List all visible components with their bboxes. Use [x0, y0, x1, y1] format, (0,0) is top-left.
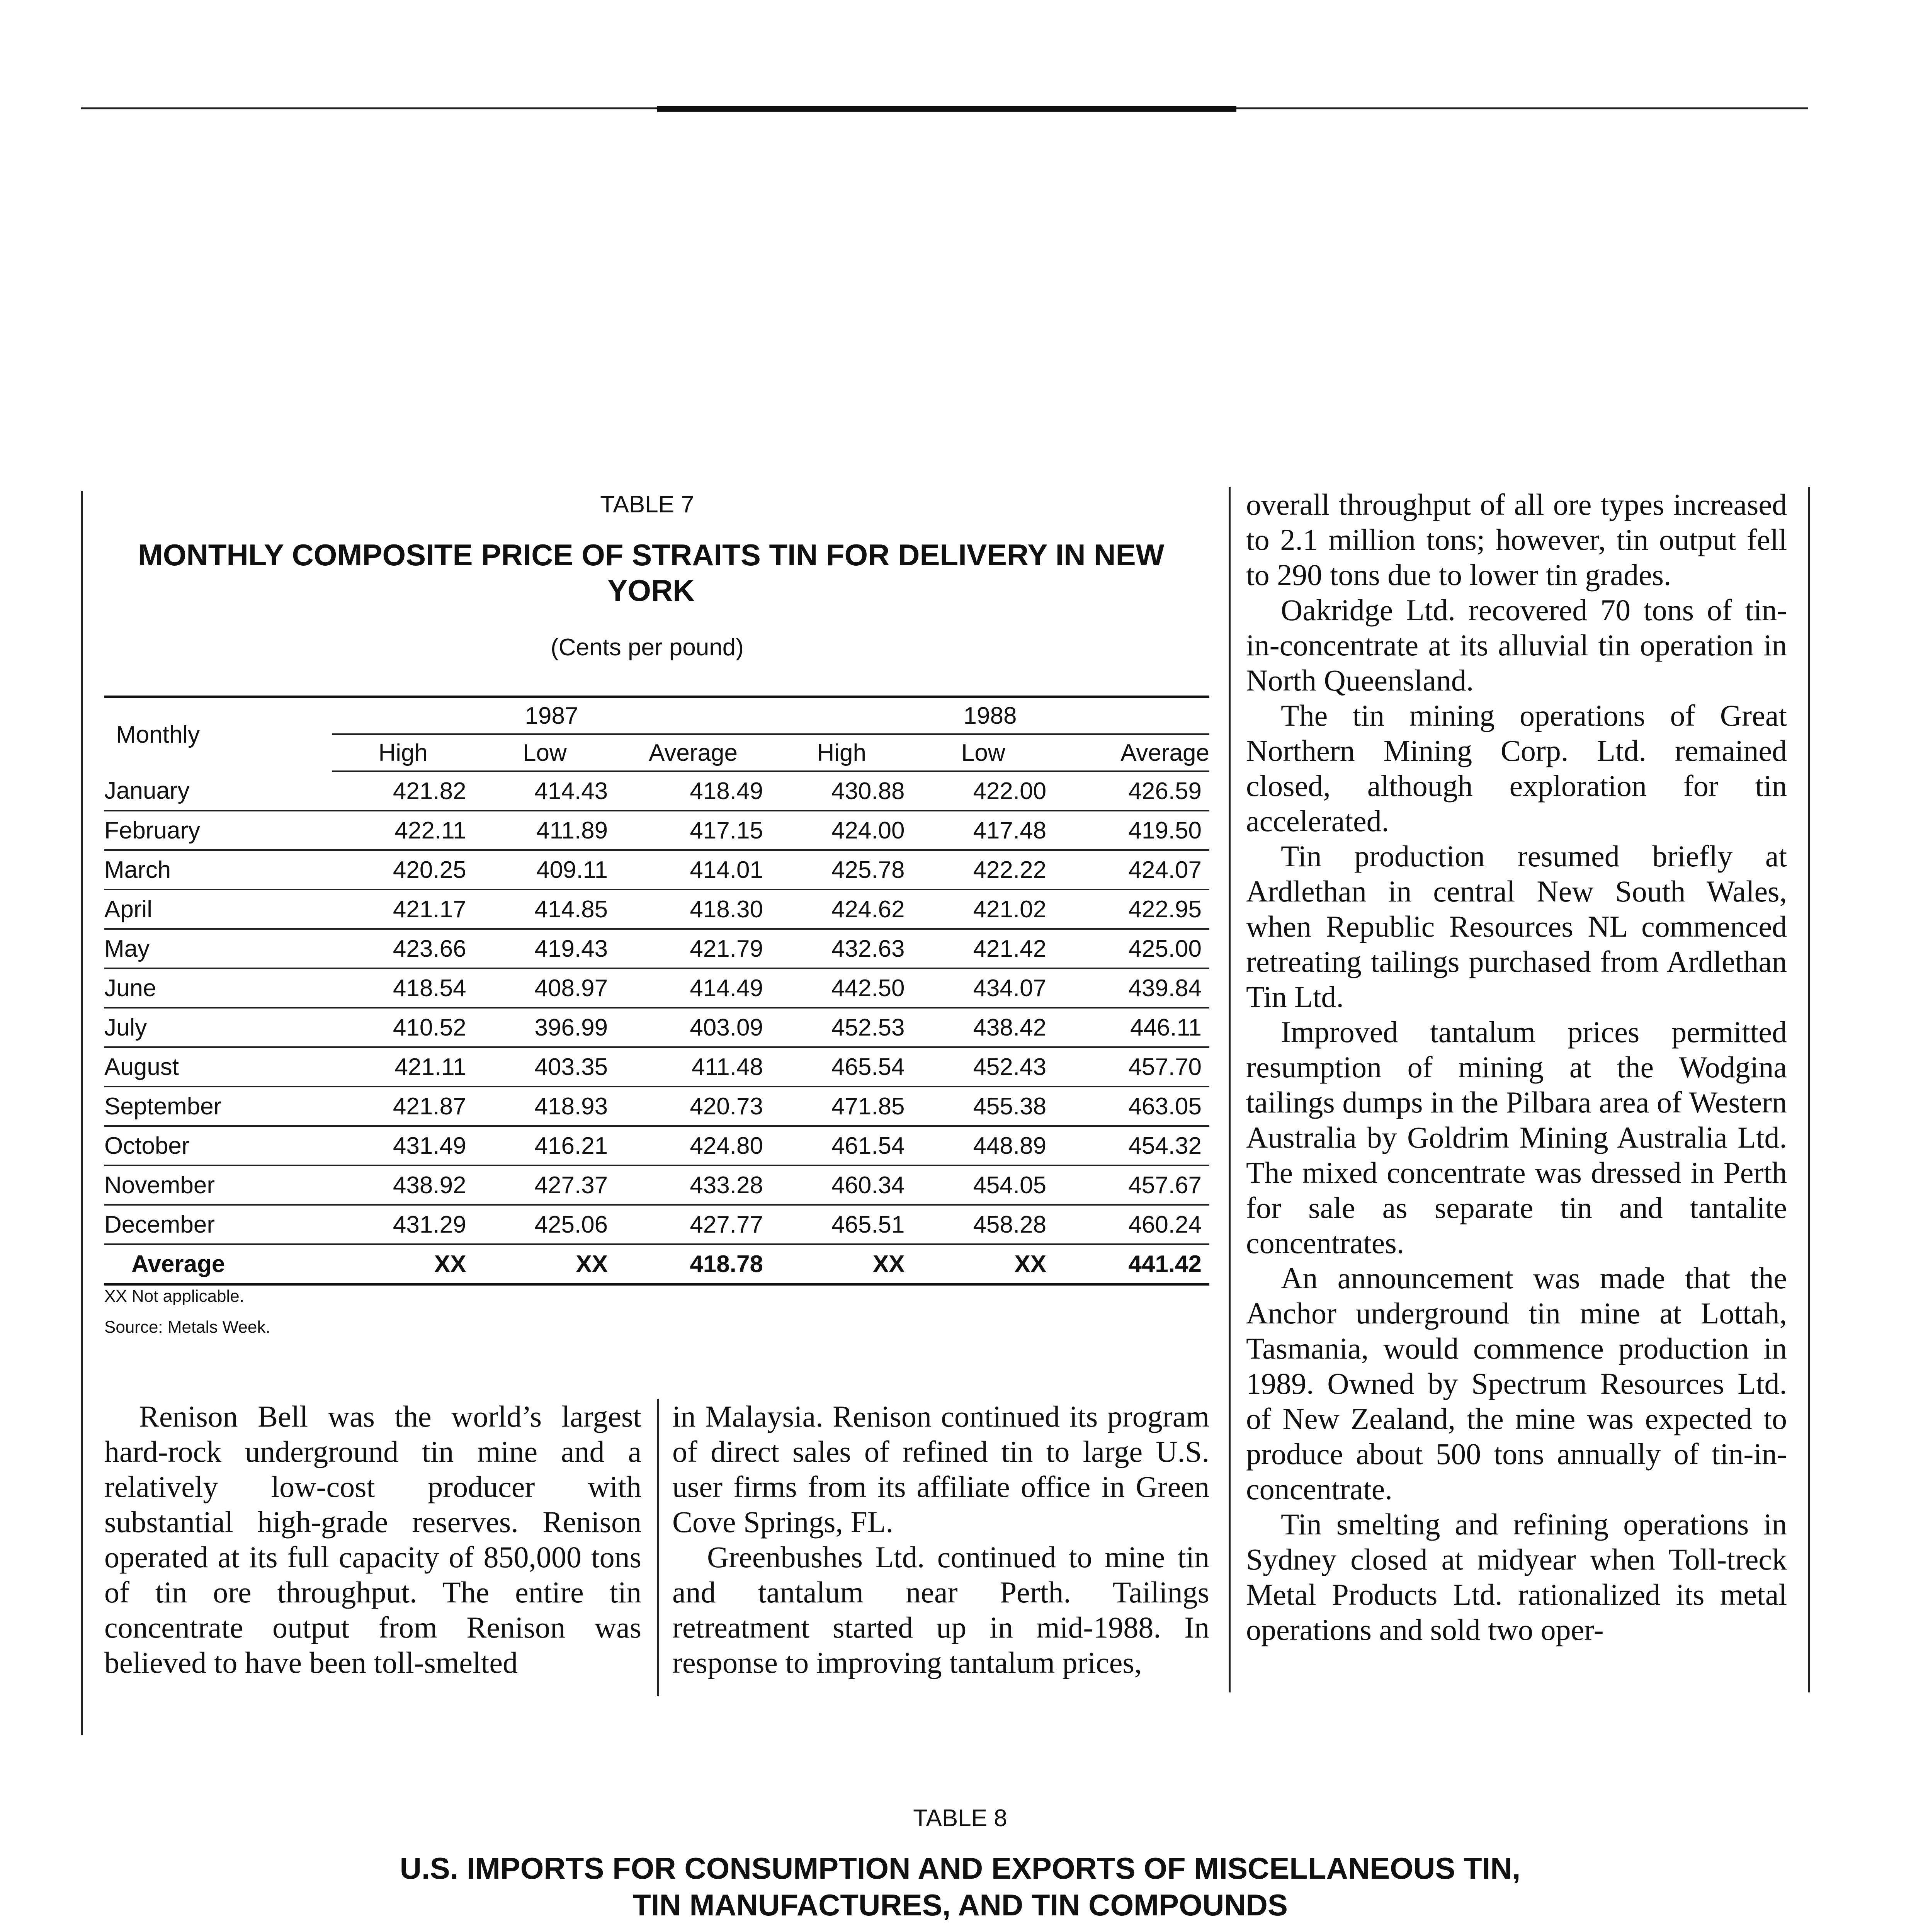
cell: 431.29 [332, 1205, 474, 1244]
cell: 427.37 [474, 1165, 616, 1205]
cell: 409.11 [474, 850, 616, 889]
cell: 457.70 [1054, 1047, 1209, 1087]
table-row [104, 1126, 1209, 1165]
cell: 461.54 [771, 1126, 913, 1165]
header-year-1987: 1987 [332, 697, 771, 734]
cell: 425.78 [771, 850, 913, 889]
cell: 423.66 [332, 929, 474, 968]
cell: 432.63 [771, 929, 913, 968]
table-row [104, 1165, 1209, 1205]
cell: 460.34 [771, 1165, 913, 1205]
table7-note-na: XX Not applicable. [104, 1287, 244, 1306]
cell: 424.62 [771, 889, 913, 929]
cell: 411.89 [474, 811, 616, 850]
cell: 408.97 [474, 968, 616, 1008]
cell: 414.43 [474, 771, 616, 811]
cell: 471.85 [771, 1087, 913, 1126]
cell: 417.48 [913, 811, 1054, 850]
cell: 421.79 [615, 929, 771, 968]
month-label: April [104, 889, 332, 929]
cell: 418.54 [332, 968, 474, 1008]
cell: 425.00 [1054, 929, 1209, 968]
header-average-1987: Average [615, 734, 771, 771]
cell: 422.22 [913, 850, 1054, 889]
cell: 424.80 [615, 1126, 771, 1165]
cell: 419.50 [1054, 811, 1209, 850]
cell: 438.42 [913, 1008, 1054, 1047]
table8-caption: TABLE 8 [913, 1805, 1007, 1832]
cell: XX [771, 1244, 913, 1284]
table7-units: (Cents per pound) [551, 634, 744, 661]
cell: 414.01 [615, 850, 771, 889]
cell: 418.78 [615, 1244, 771, 1284]
cell: 431.49 [332, 1126, 474, 1165]
table-row [104, 968, 1209, 1008]
month-label: October [104, 1126, 332, 1165]
cell: 422.11 [332, 811, 474, 850]
paragraph: overall throughput of all ore types increased to 2.1 million tons; however, tin output fell to 290 tons due to lower tin grades. [1246, 488, 1787, 592]
cell: 421.17 [332, 889, 474, 929]
table-row [104, 771, 1209, 811]
paragraph: Tin smelting and refining operations in Sydney closed at midyear when Toll-treck Metal Products Ltd. rationalized its metal operations and sold two oper- [1246, 1507, 1787, 1646]
table-row [104, 811, 1209, 850]
left-margin-rule [81, 491, 83, 1735]
table7-caption: TABLE 7 [600, 491, 694, 518]
right-margin-rule [1808, 487, 1810, 1692]
body-column-1 [104, 1399, 641, 1680]
table-row [104, 1008, 1209, 1047]
body-column-3 [1246, 487, 1787, 1647]
header-high-1988: High [771, 734, 913, 771]
cell: 465.54 [771, 1047, 913, 1087]
cell: 403.35 [474, 1047, 616, 1087]
table7-source: Source: Metals Week. [104, 1318, 270, 1337]
cell: 454.32 [1054, 1126, 1209, 1165]
cell: 455.38 [913, 1087, 1054, 1126]
table-row [104, 850, 1209, 889]
header-high-1987: High [332, 734, 474, 771]
cell: 434.07 [913, 968, 1054, 1008]
table-row [104, 1047, 1209, 1087]
cell: 421.87 [332, 1087, 474, 1126]
average-label: Average [104, 1244, 332, 1284]
paragraph: The tin mining operations of Great Northern Mining Corp. Ltd. remained closed, although exploration for tin accelerated. [1246, 699, 1787, 838]
table-row [104, 1087, 1209, 1126]
paragraph: Improved tantalum prices permitted resumption of mining at the Wodgina tailings dumps in the Pilbara area of Western Australia by Goldrim Mining Australia Ltd. The mixed concentrate was dressed in Perth for sale as separate tin and tantalite concentrates. [1246, 1015, 1787, 1260]
cell: 454.05 [913, 1165, 1054, 1205]
header-low-1987: Low [474, 734, 616, 771]
cell: XX [913, 1244, 1054, 1284]
cell: XX [474, 1244, 616, 1284]
header-average-1988: Average [1054, 734, 1209, 771]
table-row [104, 1205, 1209, 1244]
cell: 452.53 [771, 1008, 913, 1047]
top-rule-accent [657, 106, 1236, 112]
cell: 411.48 [615, 1047, 771, 1087]
table7 [104, 696, 1209, 1286]
cell: 463.05 [1054, 1087, 1209, 1126]
cell: 452.43 [913, 1047, 1054, 1087]
cell: 418.30 [615, 889, 771, 929]
table-row [104, 929, 1209, 968]
cell: 441.42 [1054, 1244, 1209, 1284]
cell: 421.42 [913, 929, 1054, 968]
cell: 424.00 [771, 811, 913, 850]
header-month: Monthly [104, 697, 332, 771]
month-label: December [104, 1205, 332, 1244]
month-label: May [104, 929, 332, 968]
cell: 438.92 [332, 1165, 474, 1205]
month-label: July [104, 1008, 332, 1047]
table7-title: MONTHLY COMPOSITE PRICE OF STRAITS TIN FOR DELIVERY IN NEW YORK [138, 538, 1165, 607]
cell: 458.28 [913, 1205, 1054, 1244]
cell: 418.93 [474, 1087, 616, 1126]
cell: 439.84 [1054, 968, 1209, 1008]
cell: 403.09 [615, 1008, 771, 1047]
cell: 465.51 [771, 1205, 913, 1244]
header-year-1988: 1988 [771, 697, 1209, 734]
table8-title-line2: TIN MANUFACTURES, AND TIN COMPOUNDS [632, 1888, 1288, 1922]
cell: 424.07 [1054, 850, 1209, 889]
cell: XX [332, 1244, 474, 1284]
cell: 427.77 [615, 1205, 771, 1244]
cell: 446.11 [1054, 1008, 1209, 1047]
paragraph: Greenbushes Ltd. continued to mine tin and tantalum near Perth. Tailings retreatment started up in mid-1988. In response to improving tantalum prices, [672, 1540, 1209, 1679]
month-label: March [104, 850, 332, 889]
cell: 448.89 [913, 1126, 1054, 1165]
cell: 414.49 [615, 968, 771, 1008]
cell: 421.02 [913, 889, 1054, 929]
cell: 425.06 [474, 1205, 616, 1244]
cell: 410.52 [332, 1008, 474, 1047]
cell: 442.50 [771, 968, 913, 1008]
cell: 460.24 [1054, 1205, 1209, 1244]
cell: 417.15 [615, 811, 771, 850]
month-label: January [104, 771, 332, 811]
month-label: February [104, 811, 332, 850]
cell: 416.21 [474, 1126, 616, 1165]
column-divider-left [657, 1399, 659, 1696]
month-label: November [104, 1165, 332, 1205]
cell: 420.25 [332, 850, 474, 889]
column-divider-right [1229, 487, 1231, 1692]
cell: 414.85 [474, 889, 616, 929]
month-label: August [104, 1047, 332, 1087]
cell: 421.82 [332, 771, 474, 811]
average-row [104, 1244, 1209, 1284]
cell: 426.59 [1054, 771, 1209, 811]
table-row [104, 889, 1209, 929]
paragraph: in Malaysia. Renison continued its program of direct sales of refined tin to large U.S. user firms from its affiliate office in Green Cove Springs, FL. [672, 1400, 1209, 1539]
cell: 433.28 [615, 1165, 771, 1205]
paragraph: Tin production resumed briefly at Ardlethan in central New South Wales, when Republic Resources NL commenced retreating tailings purchased from Ardlethan Tin Ltd. [1246, 839, 1787, 1014]
table8-title-line1: U.S. IMPORTS FOR CONSUMPTION AND EXPORTS OF MISCELLANEOUS TIN, [400, 1851, 1521, 1885]
cell: 457.67 [1054, 1165, 1209, 1205]
cell: 430.88 [771, 771, 913, 811]
cell: 396.99 [474, 1008, 616, 1047]
paragraph: Oakridge Ltd. recovered 70 tons of tin-in-concentrate at its alluvial tin operation in North Queensland. [1246, 593, 1787, 697]
cell: 422.00 [913, 771, 1054, 811]
cell: 418.49 [615, 771, 771, 811]
cell: 421.11 [332, 1047, 474, 1087]
cell: 419.43 [474, 929, 616, 968]
cell: 420.73 [615, 1087, 771, 1126]
paragraph: An announcement was made that the Anchor underground tin mine at Lottah, Tasmania, would commence production in 1989. Owned by Spectrum Resources Ltd. of New Zealand, the mine was expected to produce about 500 tons annually of tin-in-concentrate. [1246, 1261, 1787, 1506]
month-label: September [104, 1087, 332, 1126]
paragraph: Renison Bell was the world’s largest hard-rock underground tin mine and a relatively low-cost producer with substantial high-grade reserves. Renison operated at its full capacity of 850,000 tons of tin ore throughput. The entire tin concentrate output from Renison was believed to have been toll-smelted [104, 1400, 641, 1679]
body-column-2 [672, 1399, 1209, 1680]
cell: 422.95 [1054, 889, 1209, 929]
header-low-1988: Low [913, 734, 1054, 771]
month-label: June [104, 968, 332, 1008]
